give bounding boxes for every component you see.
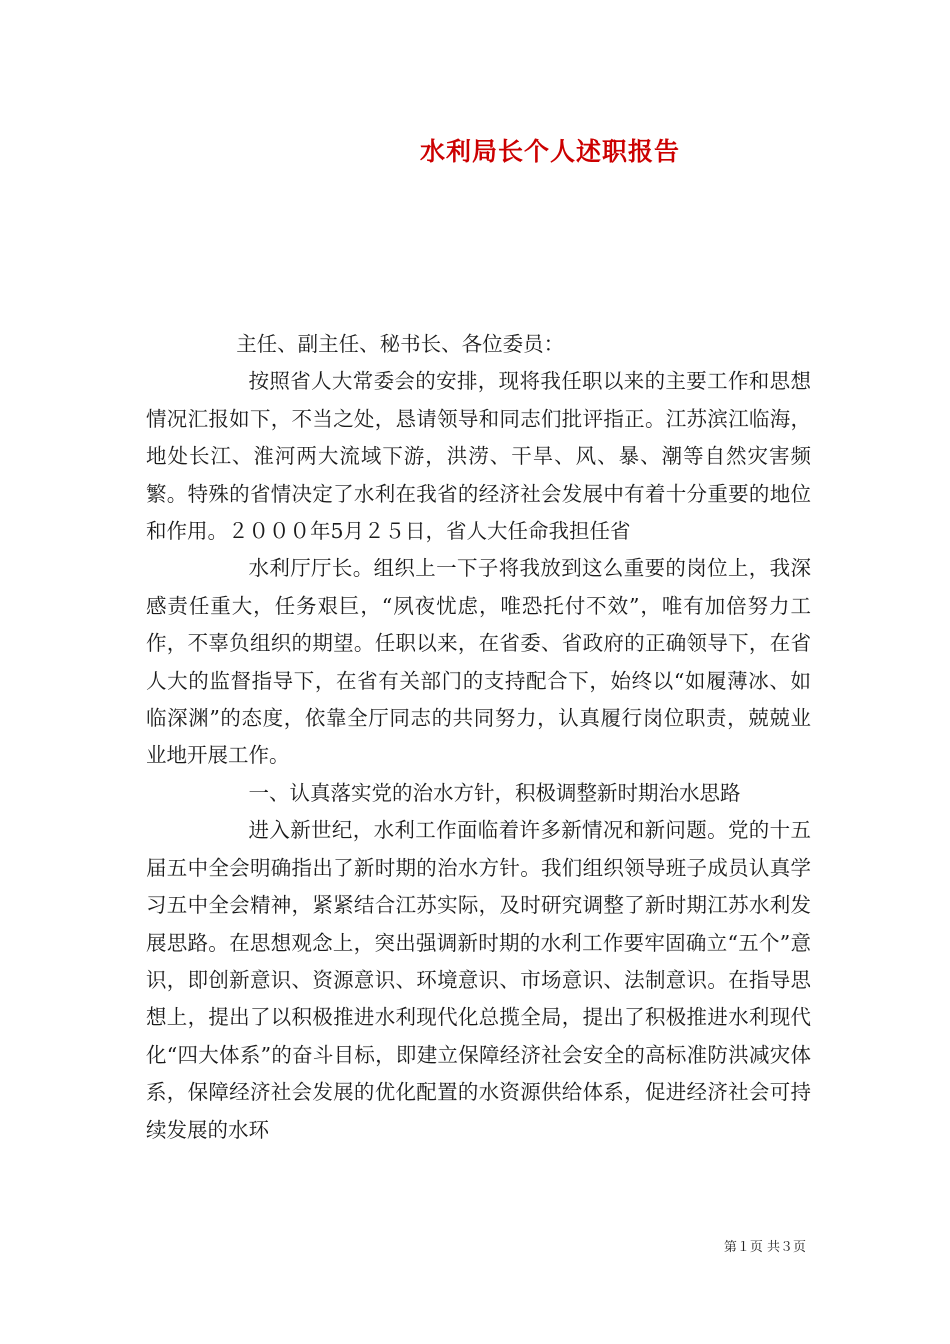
section-heading: 一、认真落实党的治水方针，积极调整新时期治水思路 bbox=[248, 780, 741, 805]
document-title: 水利局长个人述职报告 bbox=[419, 137, 680, 166]
document-body bbox=[146, 326, 811, 1149]
body-paragraph: 进入新世纪，水利工作面临着许多新情况和新问题。党的十五届五中全会明确指出了新时期的治水方针。我们组织领导班子成员认真学习五中全会精神，紧紧结合江苏实际，及时研究调整了新时期江苏水利发展思路。在思想观念上，突出强调新时期的水利工作要牢固确立“五个”意识，即创新意识、资源意识、环境意识、市场意识、法制意识。在指导思想上，提出了以积极推进水利现代化总揽全局，提出了积极推进水利现代化“四大体系”的奋斗目标，即建立保障经济社会安全的高标准防洪减灾体系，保障经济社会发展的优化配置的水资源供给体系，促进经济社会可持续发展的水环 bbox=[146, 818, 811, 1142]
page-number: 第１页 共３页 bbox=[723, 1240, 806, 1255]
salutation-paragraph: 主任、副主任、秘书长、各位委员： bbox=[236, 332, 565, 356]
body-paragraph: 水利厅厅长。组织上一下子将我放到这么重要的岗位上，我深感责任重大，任务艰巨，“夙夜忧虑，唯恐托付不效”，唯有加倍努力工作，不辜负组织的期望。任职以来，在省委、省政府的正确领导下，在省人大的监督指导下，在省有关部门的支持配合下，始终以“如履薄冰、如临深渊”的态度，依靠全厅同志的共同努力，认真履行岗位职责，兢兢业业地开展工作。 bbox=[146, 556, 811, 768]
body-paragraph: 按照省人大常委会的安排，现将我任职以来的主要工作和思想情况汇报如下，不当之处，恳请领导和同志们批评指正。江苏滨江临海，地处长江、淮河两大流域下游，洪涝、干旱、风、暴、潮等自然灾害频繁。特殊的省情决定了水利在我省的经济社会发展中有着十分重要的地位和作用。２０００年5月２５日，省人大任命我担任省 bbox=[146, 369, 811, 544]
